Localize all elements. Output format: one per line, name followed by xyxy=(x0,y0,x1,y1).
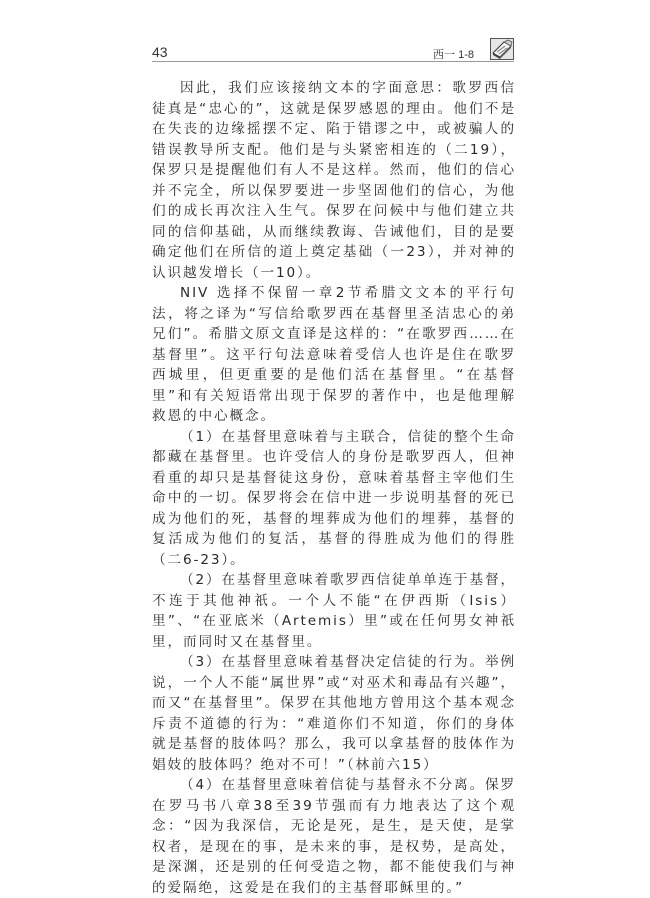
running-head: 西一 1-8 xyxy=(433,49,474,61)
paragraph-4: （2）在基督里意味着歌罗西信徒单单连于基督，不连于其他神祇。一个人不能“在伊西斯（Isis）里”、“在亚底米（Artemis）里”或在任何男女神祇里，而同时又在基督里。 xyxy=(152,572,516,650)
page-number: 43 xyxy=(152,44,168,60)
book-icon xyxy=(490,38,514,60)
paragraph-6: （4）在基督里意味着信徒与基督永不分离。保罗在罗马书八章38至39节强而有力地表达了这个观念：“因为我深信，无论是死，是生，是天使，是掌权者，是现在的事，是未来的事，是权势，是高处，是深渊，还是别的任何受造之物，都不能使我们与神的爱隔绝，这爱是在我们的主基督耶稣里的。” xyxy=(152,777,516,896)
page-header xyxy=(152,38,514,60)
paragraph-1: 因此，我们应该接纳文本的字面意思：歌罗西信徒真是“忠心的”，这就是保罗感恩的理由。他们不是在失丧的边缘摇摆不定、陷于错谬之中，或被骗人的错误教导所支配。他们是与头紧密相连的（二19），保罗只是提醒他们有人不是这样。然而，他们的信心并不完全，所以保罗要进一步坚固他们的信心，为他们的成长再次注入生气。保罗在问候中与他们建立共同的信仰基础，从而继续教诲、告诫他们，目的是要确定他们在所信的道上奠定基础（一23），并对神的认识越发增长（一10）。 xyxy=(152,80,516,281)
header-rule xyxy=(152,61,514,62)
body-text xyxy=(152,78,516,898)
paragraph-5: （3）在基督里意味着基督决定信徒的行为。举例说，一个人不能“属世界”或“对巫术和毒品有兴趣”，而又“在基督里”。保罗在其他地方曾用这个基本观念斥责不道德的行为：“难道你们不知道，你们的身体就是基督的肢体吗？那么，我可以拿基督的肢体作为娼妓的肢体吗？绝对不可！”（林前六15） xyxy=(152,654,516,773)
paragraph-3: （1）在基督里意味着与主联合，信徒的整个生命都藏在基督里。也许受信人的身份是歌罗西人，但神看重的却只是基督徒这身份，意味着基督主宰他们生命中的一切。保罗将会在信中进一步说明基督的死已成为他们的死，基督的埋葬成为他们的埋葬，基督的复活成为他们的复活，基督的得胜成为他们的得胜（二6-23）。 xyxy=(152,428,516,568)
paragraph-2: NIV 选择不保留一章2节希腊文文本的平行句法，将之译为“写信给歌罗西在基督里圣洁忠心的弟兄们”。希腊文原文直译是这样的：“在歌罗西……在基督里”。这平行句法意味着受信人也许是住在歌罗西城里，但更重要的是他们活在基督里。“在基督里”和有关短语常出现于保罗的著作中，也是他理解救恩的中心概念。 xyxy=(152,285,516,424)
